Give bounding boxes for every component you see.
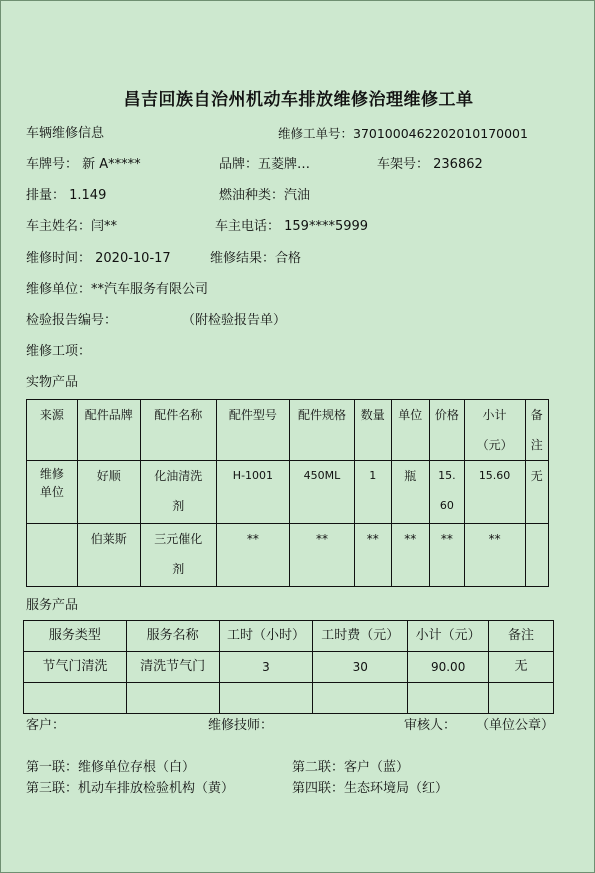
table-cell: ** (430, 524, 465, 587)
header-cell: 单位 (391, 400, 430, 461)
table-cell: 伯莱斯 (77, 524, 140, 587)
table-cell: 节气门清洗 (24, 652, 127, 683)
report-attachment-note: （附检验报告单） (182, 313, 287, 328)
table-cell: ** (289, 524, 354, 587)
frame-number: 车架号： 236862 (377, 157, 483, 172)
table-cell (313, 683, 408, 714)
services-header-row (24, 621, 554, 652)
page-title: 昌吉回族自治州机动车排放维修治理维修工单 (123, 90, 474, 110)
header-cell: 小计（元） (464, 400, 525, 461)
repair-time: 维修时间： 2020-10-17 (26, 251, 171, 266)
services-section-label: 服务产品 (26, 598, 79, 613)
products-header-row (27, 400, 549, 461)
copy-first: 第一联：维修单位存根（白） (26, 760, 196, 775)
table-cell: 化油清洗剂 (140, 461, 216, 524)
table-cell: 无 (489, 652, 554, 683)
header-cell: 备注 (489, 621, 554, 652)
customer-signature-label: 客户： (26, 718, 66, 733)
table-cell (24, 683, 127, 714)
repair-result: 维修结果：合格 (210, 251, 302, 266)
header-cell: 配件规格 (289, 400, 354, 461)
header-cell: 小计（元） (408, 621, 489, 652)
owner-name: 车主姓名：闫** (26, 219, 118, 234)
services-table (23, 620, 554, 714)
table-cell: 1 (354, 461, 391, 524)
table-cell: 3 (219, 652, 313, 683)
table-cell (27, 524, 78, 587)
table-cell: ** (391, 524, 430, 587)
header-cell: 配件品牌 (77, 400, 140, 461)
table-row (24, 652, 554, 683)
table-cell: 450ML (289, 461, 354, 524)
copy-third: 第三联：机动车排放检验机构（黄） (26, 781, 235, 796)
table-cell (219, 683, 313, 714)
copy-fourth: 第四联：生态环境局（红） (292, 781, 449, 796)
header-cell: 配件型号 (216, 400, 289, 461)
table-cell: ** (354, 524, 391, 587)
displacement: 排量： 1.149 (26, 188, 107, 203)
table-cell: 清洗节气门 (126, 652, 219, 683)
owner-phone: 车主电话： 159****5999 (215, 219, 369, 234)
header-cell: 配件名称 (140, 400, 216, 461)
header-cell: 来源 (27, 400, 78, 461)
header-cell: 备注 (525, 400, 548, 461)
report-number-label: 检验报告编号： (26, 313, 118, 328)
header-cell: 价格 (430, 400, 465, 461)
copy-second: 第二联：客户（蓝） (292, 760, 410, 775)
table-cell: 15.60 (464, 461, 525, 524)
unit-seal-label: （单位公章） (476, 718, 555, 733)
table-cell: 好顺 (77, 461, 140, 524)
fuel-type: 燃油种类：汽油 (219, 188, 311, 203)
technician-signature-label: 维修技师： (208, 718, 274, 733)
header-cell: 服务类型 (24, 621, 127, 652)
table-cell (126, 683, 219, 714)
table-cell: 维修单位 (27, 461, 78, 524)
table-cell (408, 683, 489, 714)
products-table (26, 399, 549, 587)
table-row (27, 461, 549, 524)
header-cell: 工时（小时） (219, 621, 313, 652)
products-section-label: 实物产品 (26, 375, 79, 390)
vehicle-brand: 品牌：五菱牌… (219, 157, 311, 172)
repair-items-label: 维修工项： (26, 344, 92, 359)
table-row (24, 683, 554, 714)
repair-unit: 维修单位：**汽车服务有限公司 (26, 282, 209, 297)
header-cell: 工时费（元） (313, 621, 408, 652)
header-cell: 服务名称 (126, 621, 219, 652)
table-cell (489, 683, 554, 714)
order-number: 维修工单号：370100046220201017000​1 (278, 126, 528, 141)
table-cell: 90.00 (408, 652, 489, 683)
table-cell: ** (464, 524, 525, 587)
table-cell: 无 (525, 461, 548, 524)
table-cell: 15.60 (430, 461, 465, 524)
table-cell: ** (216, 524, 289, 587)
table-cell (525, 524, 548, 587)
table-cell: 瓶 (391, 461, 430, 524)
table-row (27, 524, 549, 587)
plate-number: 车牌号： 新 A***** (26, 157, 141, 172)
table-cell: H-1001 (216, 461, 289, 524)
header-cell: 数量 (354, 400, 391, 461)
table-cell: 三元催化剂 (140, 524, 216, 587)
reviewer-signature-label: 审核人： (404, 718, 457, 733)
repair-info-label: 车辆维修信息 (26, 126, 105, 141)
table-cell: 30 (313, 652, 408, 683)
